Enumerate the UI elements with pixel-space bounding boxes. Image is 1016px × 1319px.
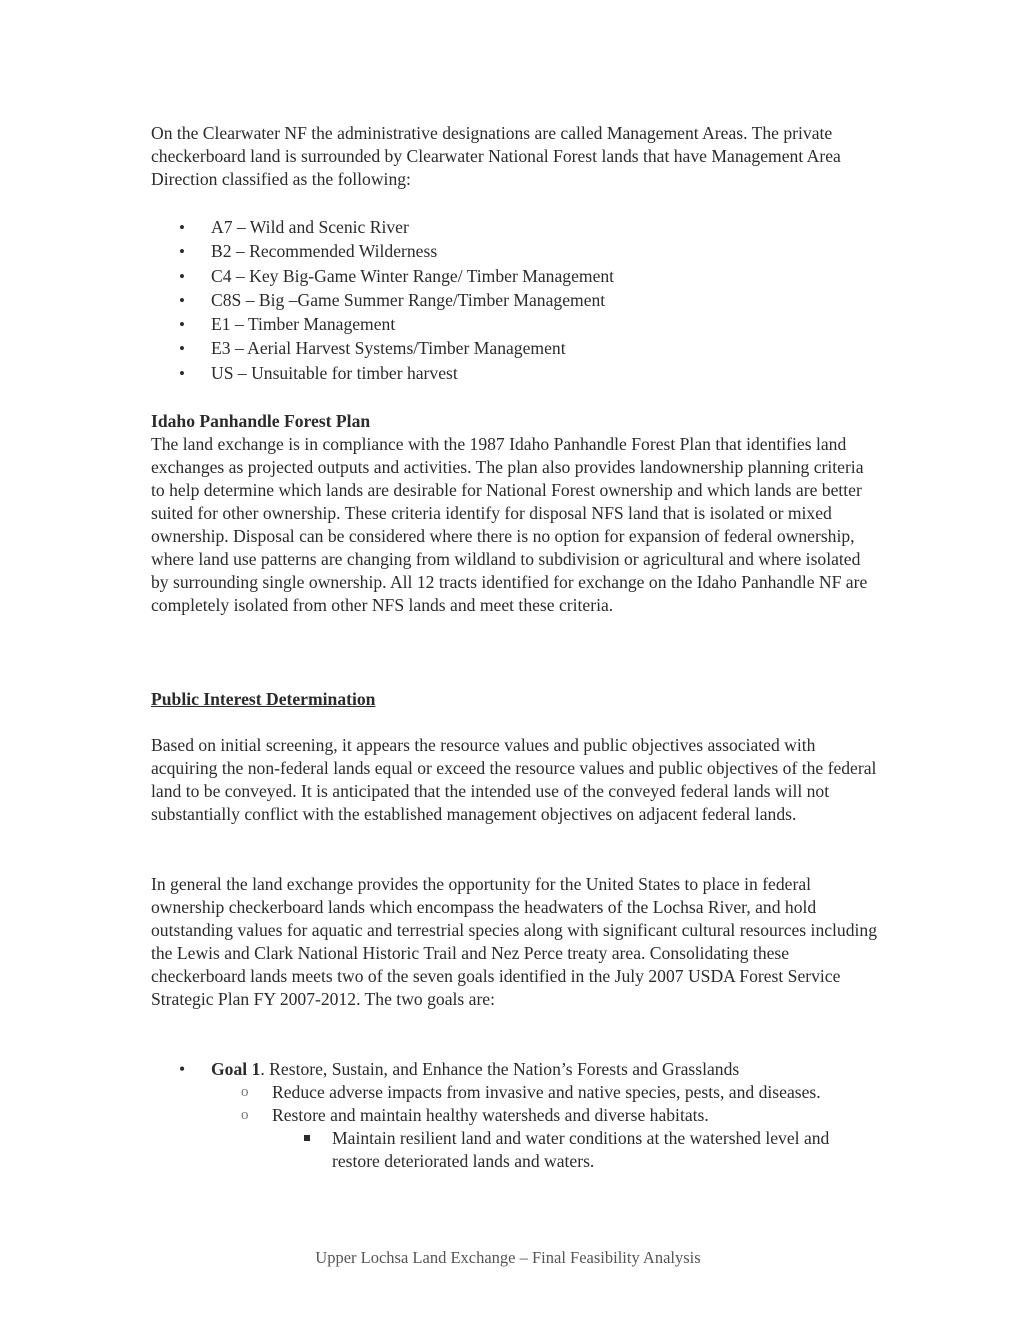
management-area-list	[151, 216, 881, 386]
goal-1-text: . Restore, Sustain, and Enhance the Nation’s Forests and Grasslands	[260, 1059, 740, 1079]
page-footer: Upper Lochsa Land Exchange – Final Feasibility Analysis	[315, 1248, 701, 1267]
public-interest-paragraph-2: In general the land exchange provides the opportunity for the United States to place in federal ownership checkerboard lands which encompass the headwaters of the Lochsa River, and hold outstanding values for aquatic and terrestrial species along with significant cultural resources including the Lewis and Clark National Historic Trail and Nez Perce treaty area. Consolidating these checkerboard lands meets two of the seven goals identified in the July 2007 USDA Forest Service Strategic Plan FY 2007-2012. The two goals are:	[151, 874, 878, 1009]
public-interest-paragraph-1: Based on initial screening, it appears the resource values and public objectives associated with acquiring the non-federal lands equal or exceed the resource values and public objectives of the federal land to be conveyed. It is anticipated that the intended use of the conveyed federal lands will not substantially conflict with the established management objectives on adjacent federal lands.	[151, 735, 877, 824]
list-item: • C4 – Key Big-Game Winter Range/ Timber Management	[151, 265, 881, 289]
goal-1-subitem-2: o Restore and maintain healthy watersheds and diverse habitats.	[151, 1104, 881, 1127]
goal-1-item	[151, 1058, 881, 1081]
goal-1-subsubitem-1: Maintain resilient land and water conditions at the watershed level and restore deteriorated lands and waters.	[151, 1127, 881, 1173]
idaho-paragraph: The land exchange is in compliance with the 1987 Idaho Panhandle Forest Plan that identifies land exchanges as projected outputs and activities. The plan also provides landownership planning criteria to help determine which lands are desirable for National Forest ownership and which lands are better suited for other ownership. These criteria identify for disposal NFS land that is isolated or mixed ownership. Disposal can be considered where there is no option for expansion of federal ownership, where land use patterns are changing from wildland to subdivision or agricultural and where isolated by surrounding single ownership. All 12 tracts identified for exchange on the Idaho Panhandle NF are completely isolated from other NFS lands and meet these criteria.	[151, 434, 868, 615]
list-item: • US – Unsuitable for timber harvest	[151, 362, 881, 386]
list-item: • B2 – Recommended Wilderness	[151, 240, 881, 264]
goal-1-label: Goal 1	[211, 1059, 261, 1079]
public-interest-heading: Public Interest Determination	[151, 689, 376, 709]
goal-list	[151, 1058, 881, 1173]
idaho-heading: Idaho Panhandle Forest Plan	[151, 411, 371, 431]
intro-paragraph: On the Clearwater NF the administrative designations are called Management Areas. The private checkerboard land is surrounded by Clearwater National Forest lands that have Management Area Direction classified as the following:	[151, 123, 841, 189]
list-item: • C8S – Big –Game Summer Range/Timber Management	[151, 289, 881, 313]
goal-1-subitem-1: o Reduce adverse impacts from invasive and native species, pests, and diseases.	[151, 1081, 881, 1104]
list-item: • E3 – Aerial Harvest Systems/Timber Management	[151, 337, 881, 361]
list-item: • E1 – Timber Management	[151, 313, 881, 337]
list-item: • A7 – Wild and Scenic River	[151, 216, 881, 240]
